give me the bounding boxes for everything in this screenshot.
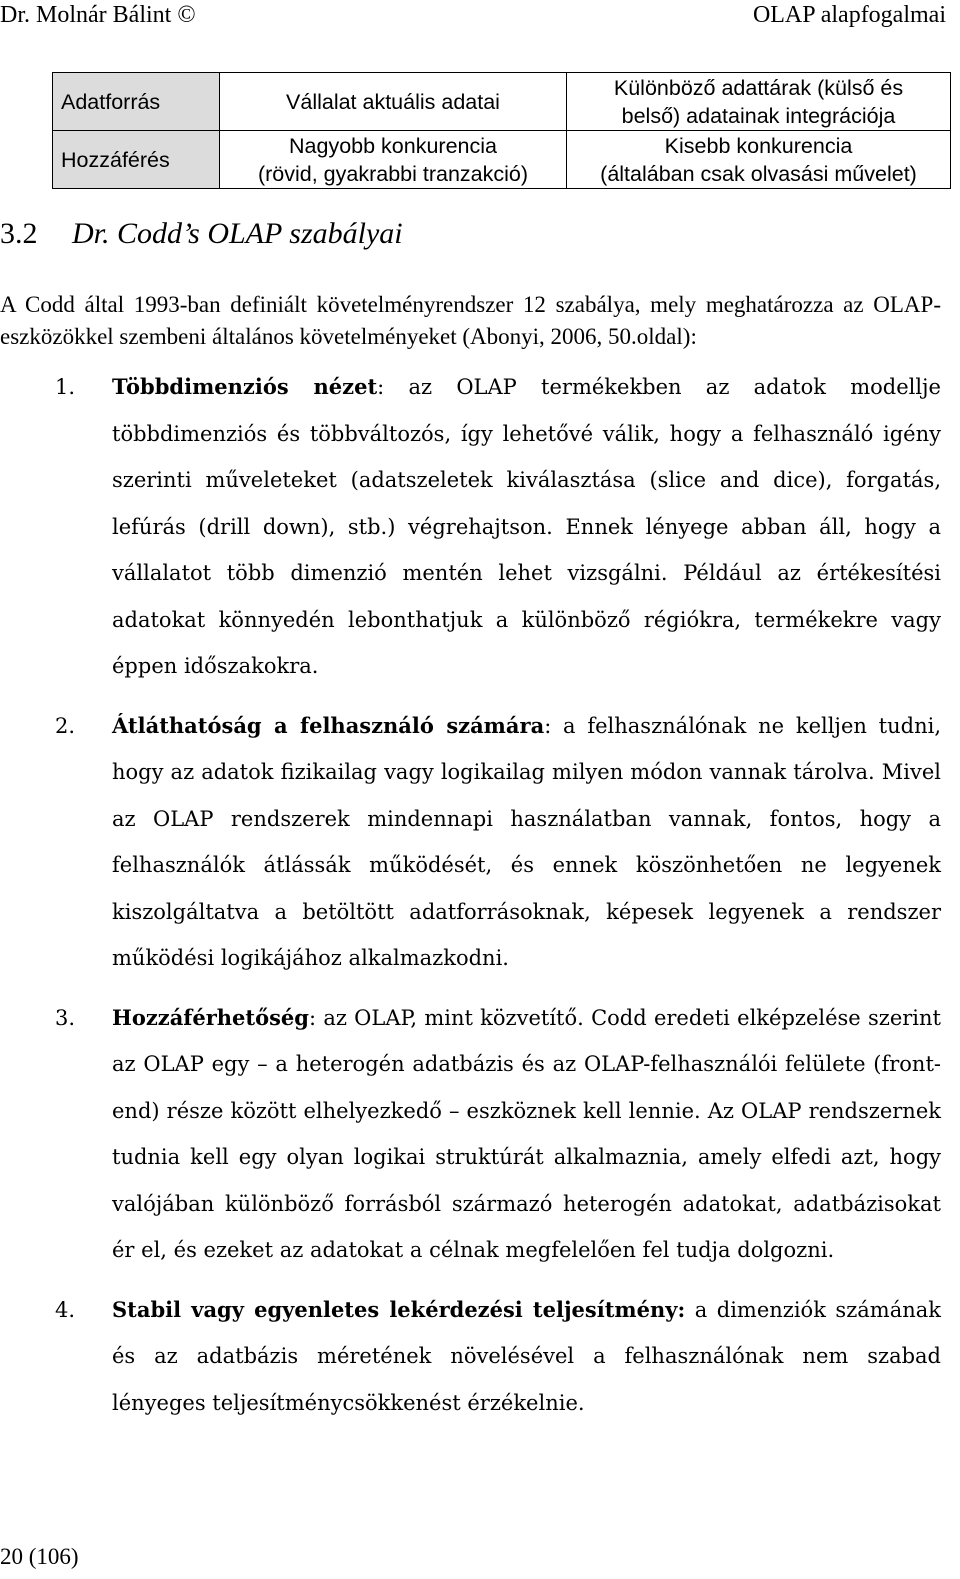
rule-term: Stabil vagy egyenletes lekérdezési teljesítmény:	[112, 1296, 686, 1322]
list-item	[0, 703, 941, 982]
header-title: OLAP alapfogalmai	[752, 2, 946, 28]
table-row	[53, 131, 951, 189]
cell-line: (általában csak olvasási művelet)	[600, 161, 917, 186]
intro-paragraph: A Codd által 1993-ban definiált követelményrendszer 12 szabálya, mely meghatározza az OLAP-eszközökkel szembeni általános követelményeket (Abonyi, 2006, 50.oldal):	[0, 292, 941, 349]
row-key: Adatforrás	[53, 73, 220, 131]
section-heading	[0, 214, 403, 254]
table-cell	[220, 131, 567, 189]
rules-list	[0, 364, 941, 1439]
row-key: Hozzáférés	[53, 131, 220, 189]
table-row	[53, 73, 951, 131]
table-cell	[567, 73, 951, 131]
rule-text: : a felhasználónak ne kelljen tudni, hogy az adatok fizikailag vagy logikailag milyen módon vannak tárolva. Mivel az OLAP rendszerek mindennapi használatban vannak, fontos, hogy a felhasználók átlássák működését, és ennek köszönhetően ne legyenek kiszolgáltatva a betöltött adatforrásoknak, képesek legyenek a rendszer működési logikájához alkalmazkodni.	[112, 713, 941, 970]
page-number: 20 (106)	[0, 1544, 79, 1569]
section-title: Dr. Codd’s OLAP szabályai	[72, 217, 403, 250]
cell-line: belső) adatainak integrációja	[621, 103, 896, 128]
cell-line: (rövid, gyakrabbi tranzakció)	[257, 161, 529, 186]
cell-line: Nagyobb konkurencia	[289, 133, 497, 158]
list-number: 3.	[55, 1005, 76, 1030]
section-number: 3.2	[0, 217, 38, 250]
cell-line: Különböző adattárak (külső és	[613, 75, 904, 100]
rule-text: a dimenziók számának és az adatbázis méretének növelésével a felhasználónak nem szabad lényeges teljesítménycsökkenést érzékelnie.	[112, 1297, 941, 1415]
table-cell: Vállalat aktuális adatai	[220, 73, 567, 131]
list-item	[0, 1287, 941, 1427]
rule-text: : az OLAP, mint közvetítő. Codd eredeti elképzelése szerint az OLAP egy – a heterogén adatbázis és az OLAP-felhasználói felülete (front-end) része között elhelyezkedő – eszköznek kell lennie. Az OLAP rendszernek tudnia kell egy olyan logikai struktúrát alkalmaznia, amely elfedi azt, hogy valójában különböző forrásból származó heterogén adatokat, adatbázisokat ér el, és ezeket az adatokat a célnak megfelelően fel tudja dolgozni.	[112, 1005, 941, 1262]
rule-term: Többdimenziós nézet	[112, 374, 378, 399]
rule-term: Hozzáférhetőség	[112, 1004, 309, 1030]
cell-line: Kisebb konkurencia	[664, 133, 853, 158]
rule-text: : az OLAP termékekben az adatok modellje többdimenziós és többváltozós, így lehetővé válik, hogy a felhasználó igény szerinti műveleteket (adatszeletek kiválasztása (slice and dice), forgatás, lefúrás (drill down), stb.) végrehajtson. Ennek lényege abban áll, hogy a vállalatot több dimenzió mentén lehet vizsgálni. Például az értékesítési adatokat könnyedén lebonthatjuk a különböző régiókra, termékekre vagy éppen időszakokra.	[112, 375, 941, 678]
list-item	[0, 995, 941, 1274]
list-item	[0, 364, 941, 690]
list-number: 2.	[55, 713, 76, 738]
header-author: Dr. Molnár Bálint ©	[0, 2, 196, 28]
rule-term: Átláthatóság a felhasználó számára	[112, 712, 545, 738]
table-cell	[567, 131, 951, 189]
comparison-table	[52, 72, 951, 189]
list-number: 1.	[55, 375, 76, 399]
list-number: 4.	[55, 1297, 76, 1322]
